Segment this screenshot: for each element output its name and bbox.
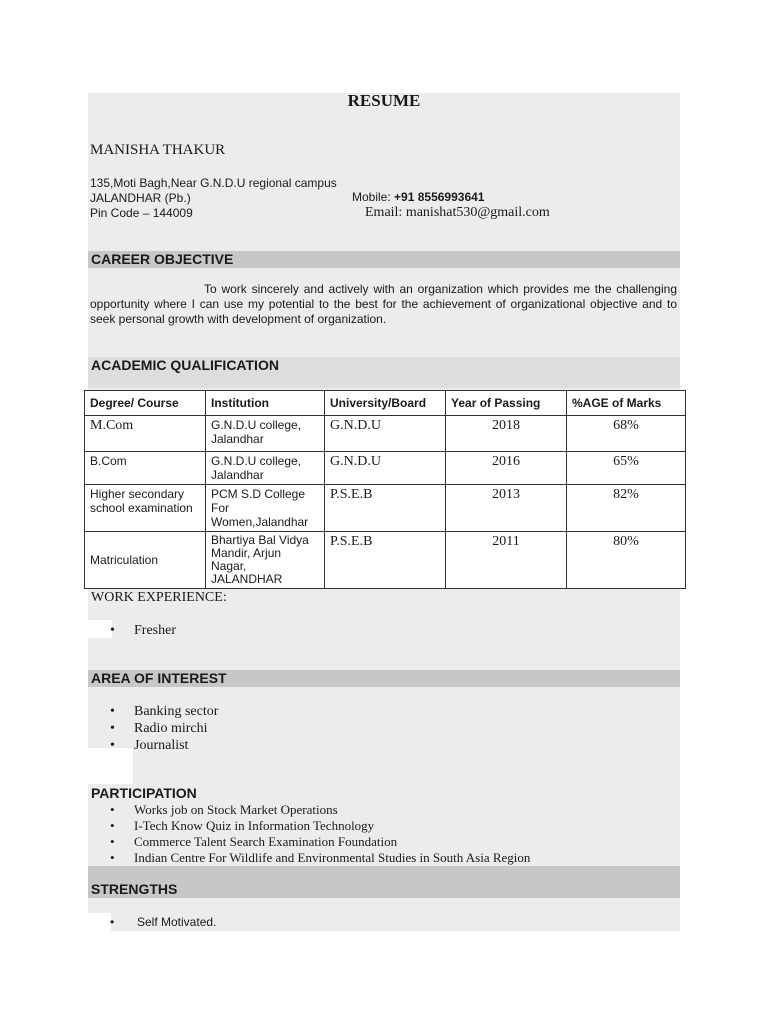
list-item-text: Indian Centre For Wildlife and Environmental Studies in South Asia Region <box>134 850 531 865</box>
table-row <box>85 485 686 532</box>
table-header-row <box>85 391 686 416</box>
table-cell: Bhartiya Bal Vidya Mandir, Arjun Nagar, JALANDHAR <box>206 532 325 589</box>
bullet-icon: • <box>110 818 115 833</box>
address-line-3: Pin Code – 144009 <box>90 206 193 220</box>
list-item-text: Commerce Talent Search Examination Foundation <box>134 834 398 849</box>
resume-title: RESUME <box>347 91 421 110</box>
career-objective-text: To work sincerely and actively with an organization which provides me the challenging opportunity where I can use my potential to the best for the achievement of organizational objective and to seek personal growth with development of organization. <box>90 282 677 326</box>
table-cell: 2013 <box>446 485 567 532</box>
mobile-label: Mobile: <box>352 190 395 204</box>
table-row <box>85 452 686 485</box>
list-item <box>88 834 530 850</box>
list-item-text: Radio mirchi <box>134 721 208 736</box>
list-item <box>88 818 530 834</box>
list-item <box>88 622 176 639</box>
list-item-text: I-Tech Know Quiz in Information Technology <box>134 818 375 833</box>
bullet-icon: • <box>110 915 115 929</box>
table-cell: M.Com <box>85 416 206 452</box>
column-header: Institution <box>206 391 325 416</box>
table-cell: G.N.D.U <box>325 452 446 485</box>
bullet-icon: • <box>110 704 115 719</box>
email-label: Email: <box>365 205 406 220</box>
table-cell: G.N.D.U college, Jalandhar <box>206 452 325 485</box>
candidate-name: MANISHA THAKUR <box>90 142 226 158</box>
mobile-value: +91 8556993641 <box>394 190 485 204</box>
table-cell: 80% <box>567 532 686 589</box>
area-of-interest-list <box>88 703 218 754</box>
column-header: Year of Passing <box>446 391 567 416</box>
list-item-text: Self Motivated. <box>137 915 217 929</box>
address-line-1: 135,Moti Bagh,Near G.N.D.U regional campus <box>90 176 337 190</box>
strengths-list <box>88 914 216 930</box>
bullet-icon: • <box>110 623 115 638</box>
table-cell: 82% <box>567 485 686 532</box>
table-cell: P.S.E.B <box>325 532 446 589</box>
table-cell: G.N.D.U college, Jalandhar <box>206 416 325 452</box>
table-cell: 65% <box>567 452 686 485</box>
table-cell: 2016 <box>446 452 567 485</box>
table-cell: Higher secondary school examination <box>85 485 206 532</box>
address-line-2: JALANDHAR (Pb.) <box>90 191 191 205</box>
list-item-text: Fresher <box>134 623 176 638</box>
work-experience-heading: WORK EXPERIENCE: <box>91 590 227 605</box>
list-item-text: Banking sector <box>134 704 219 719</box>
work-experience-list <box>88 622 176 639</box>
list-item <box>88 802 530 818</box>
bullet-icon: • <box>110 721 115 736</box>
participation-heading: PARTICIPATION <box>91 785 197 801</box>
list-item <box>88 720 218 737</box>
bullet-icon: • <box>110 738 115 753</box>
academic-heading: ACADEMIC QUALIFICATION <box>91 357 279 373</box>
table-cell: 2011 <box>446 532 567 589</box>
column-header: %AGE of Marks <box>567 391 686 416</box>
strengths-heading: STRENGTHS <box>91 881 178 897</box>
table-cell: G.N.D.U <box>325 416 446 452</box>
table-cell: 68% <box>567 416 686 452</box>
list-item <box>88 703 218 720</box>
list-item-text: Works job on Stock Market Operations <box>134 802 338 817</box>
table-cell: 2018 <box>446 416 567 452</box>
table-cell: B.Com <box>85 452 206 485</box>
academic-table <box>84 390 686 589</box>
bullet-icon: • <box>110 834 115 849</box>
list-item <box>88 737 218 754</box>
table-row <box>85 532 686 589</box>
participation-list <box>88 802 530 866</box>
bullet-icon: • <box>110 802 115 817</box>
table-row <box>85 416 686 452</box>
bullet-icon: • <box>110 850 115 865</box>
table-cell: P.S.E.B <box>325 485 446 532</box>
list-item <box>88 850 530 866</box>
career-objective-heading: CAREER OBJECTIVE <box>91 251 234 267</box>
column-header: Degree/ Course <box>85 391 206 416</box>
email-value: manishat530@gmail.com <box>405 205 550 220</box>
column-header: University/Board <box>325 391 446 416</box>
table-cell: Matriculation <box>85 532 206 589</box>
list-item <box>88 914 216 930</box>
mobile-number <box>352 190 484 204</box>
table-cell: PCM S.D College For Women,Jalandhar <box>206 485 325 532</box>
list-item-text: Journalist <box>134 738 189 753</box>
area-of-interest-heading: AREA OF INTEREST <box>91 670 227 686</box>
email-address <box>365 205 550 221</box>
